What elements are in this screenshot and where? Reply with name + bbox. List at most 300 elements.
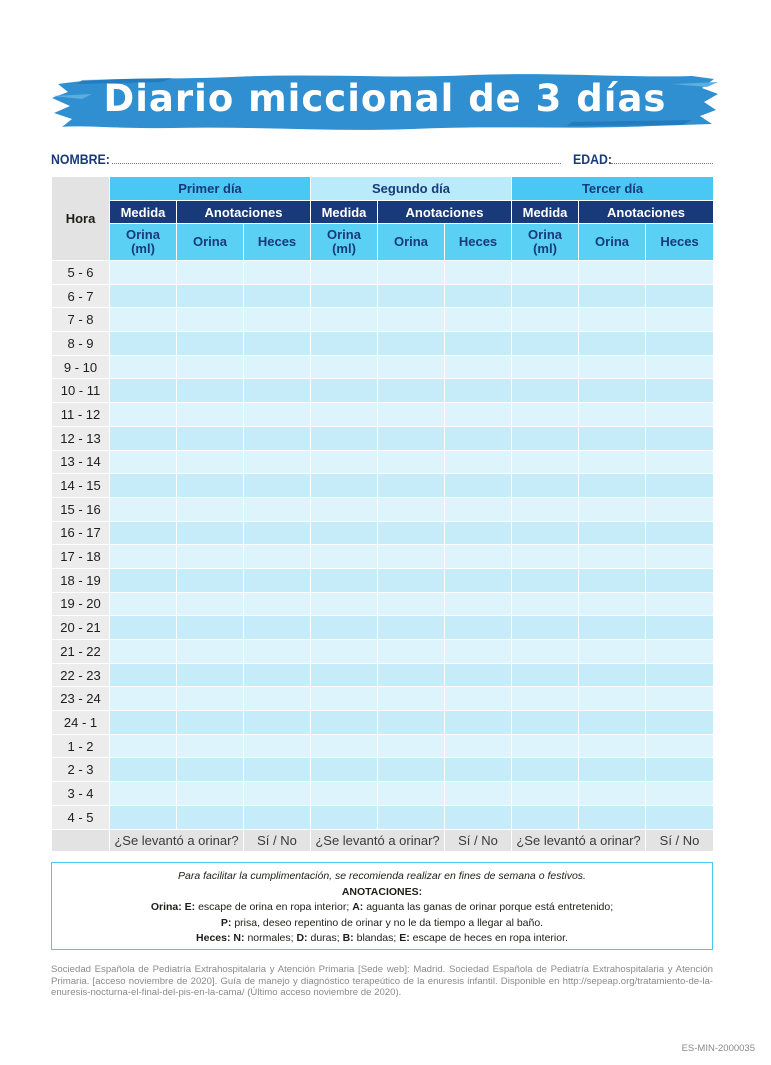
hour-label: 6 - 7: [52, 284, 110, 308]
entry-cell[interactable]: [512, 261, 579, 285]
entry-cell[interactable]: [110, 663, 177, 687]
entry-cell[interactable]: [445, 734, 512, 758]
entry-cell[interactable]: [244, 332, 311, 356]
entry-cell[interactable]: [512, 521, 579, 545]
entry-cell[interactable]: [378, 687, 445, 711]
entry-cell[interactable]: [579, 758, 646, 782]
entry-cell[interactable]: [646, 711, 714, 735]
entry-cell[interactable]: [244, 545, 311, 569]
day-header-2: Segundo día: [311, 177, 512, 201]
entry-cell[interactable]: [378, 568, 445, 592]
entry-cell[interactable]: [579, 474, 646, 498]
entry-cell[interactable]: [378, 355, 445, 379]
table-row: [52, 687, 714, 711]
entry-cell[interactable]: [378, 592, 445, 616]
entry-cell[interactable]: [177, 474, 244, 498]
entry-cell[interactable]: [579, 640, 646, 664]
entry-cell[interactable]: [512, 379, 579, 403]
entry-cell[interactable]: [110, 545, 177, 569]
entry-cell[interactable]: [445, 616, 512, 640]
entry-cell[interactable]: [445, 782, 512, 806]
hour-label: 14 - 15: [52, 474, 110, 498]
entry-cell[interactable]: [311, 284, 378, 308]
entry-cell[interactable]: [378, 379, 445, 403]
orina-header: Orina: [579, 224, 646, 261]
entry-cell[interactable]: [445, 379, 512, 403]
entry-cell[interactable]: [445, 403, 512, 427]
entry-cell[interactable]: [110, 403, 177, 427]
table-row: [52, 403, 714, 427]
entry-cell[interactable]: [244, 355, 311, 379]
orina-ml-header: [512, 224, 579, 261]
page-title: Diario miccional de 3 días: [103, 77, 667, 120]
entry-cell[interactable]: [110, 640, 177, 664]
notes-heading: ANOTACIONES:: [341, 885, 423, 898]
entry-cell[interactable]: [445, 545, 512, 569]
entry-cell[interactable]: [512, 355, 579, 379]
entry-cell[interactable]: [177, 782, 244, 806]
entry-cell[interactable]: [311, 616, 378, 640]
entry-cell[interactable]: [244, 450, 311, 474]
entry-cell[interactable]: [244, 379, 311, 403]
entry-cell[interactable]: [244, 474, 311, 498]
orina-label: Orina:: [150, 901, 182, 913]
orina-ml-line1: Orina: [528, 227, 562, 242]
entry-cell[interactable]: [311, 497, 378, 521]
table-row: [52, 592, 714, 616]
entry-cell[interactable]: [378, 711, 445, 735]
entry-cell[interactable]: [110, 308, 177, 332]
entry-cell[interactable]: [512, 640, 579, 664]
hour-label: 4 - 5: [52, 805, 110, 829]
heces-n-text: normales;: [247, 932, 294, 944]
levanto-question: ¿Se levantó a orinar?: [512, 829, 646, 851]
hour-label: 5 - 6: [52, 261, 110, 285]
entry-cell[interactable]: [512, 426, 579, 450]
hour-label: 3 - 4: [52, 782, 110, 806]
entry-cell[interactable]: [579, 355, 646, 379]
anotaciones-header: Anotaciones: [177, 201, 311, 224]
entry-cell[interactable]: [110, 284, 177, 308]
entry-cell[interactable]: [177, 568, 244, 592]
entry-cell[interactable]: [311, 782, 378, 806]
hour-label: 16 - 17: [52, 521, 110, 545]
entry-cell[interactable]: [646, 332, 714, 356]
entry-cell[interactable]: [244, 616, 311, 640]
entry-cell[interactable]: [177, 332, 244, 356]
entry-cell[interactable]: [177, 426, 244, 450]
entry-cell[interactable]: [579, 450, 646, 474]
orina-ml-line1: Orina: [327, 227, 361, 242]
entry-cell[interactable]: [177, 687, 244, 711]
entry-cell[interactable]: [110, 332, 177, 356]
entry-cell[interactable]: [646, 568, 714, 592]
entry-cell[interactable]: [311, 521, 378, 545]
table-row: [52, 734, 714, 758]
hora-header: Hora: [52, 177, 110, 261]
entry-cell[interactable]: [110, 426, 177, 450]
entry-cell[interactable]: [378, 261, 445, 285]
entry-cell[interactable]: [110, 687, 177, 711]
entry-cell[interactable]: [244, 284, 311, 308]
entry-cell[interactable]: [311, 758, 378, 782]
orina-a-key: A:: [352, 901, 364, 913]
entry-cell[interactable]: [445, 261, 512, 285]
heces-b-text: blandas;: [356, 932, 397, 944]
entry-cell[interactable]: [646, 379, 714, 403]
entry-cell[interactable]: [378, 758, 445, 782]
edad-label: EDAD:: [573, 151, 613, 167]
orina-e-key: E:: [184, 901, 196, 913]
entry-cell[interactable]: [579, 734, 646, 758]
entry-cell[interactable]: [579, 379, 646, 403]
entry-cell[interactable]: [646, 355, 714, 379]
nombre-label: NOMBRE:: [51, 151, 110, 167]
medida-header: Medida: [512, 201, 579, 224]
entry-cell[interactable]: [378, 616, 445, 640]
heces-header: Heces: [445, 224, 512, 261]
entry-cell[interactable]: [110, 616, 177, 640]
entry-cell[interactable]: [177, 711, 244, 735]
entry-cell[interactable]: [512, 711, 579, 735]
entry-cell[interactable]: [646, 545, 714, 569]
entry-cell[interactable]: [177, 261, 244, 285]
notes-orina-p-line: [52, 916, 712, 932]
table-row: [52, 521, 714, 545]
hour-rows: [52, 261, 714, 830]
entry-cell[interactable]: [177, 592, 244, 616]
entry-cell[interactable]: [579, 403, 646, 427]
table-row: [52, 805, 714, 829]
orina-e-text: escape de orina en ropa interior;: [198, 901, 350, 913]
entry-cell[interactable]: [512, 284, 579, 308]
entry-cell[interactable]: [646, 758, 714, 782]
entry-cell[interactable]: [311, 805, 378, 829]
entry-cell[interactable]: [579, 284, 646, 308]
entry-cell[interactable]: [244, 640, 311, 664]
heces-n-key: N:: [233, 932, 245, 944]
hour-label: 19 - 20: [52, 592, 110, 616]
entry-cell[interactable]: [579, 568, 646, 592]
entry-cell[interactable]: [378, 805, 445, 829]
entry-cell[interactable]: [512, 782, 579, 806]
entry-cell[interactable]: [177, 640, 244, 664]
table-row: [52, 663, 714, 687]
entry-cell[interactable]: [311, 426, 378, 450]
entry-cell[interactable]: [311, 355, 378, 379]
entry-cell[interactable]: [378, 521, 445, 545]
orina-ml-header: [110, 224, 177, 261]
heces-d-text: duras;: [310, 932, 340, 944]
si-no-answer[interactable]: Sí / No: [646, 829, 714, 851]
entry-cell[interactable]: [646, 734, 714, 758]
entry-cell[interactable]: [177, 805, 244, 829]
entry-cell[interactable]: [646, 497, 714, 521]
entry-cell[interactable]: [110, 261, 177, 285]
entry-cell[interactable]: [579, 782, 646, 806]
hour-label: 13 - 14: [52, 450, 110, 474]
entry-cell[interactable]: [110, 474, 177, 498]
entry-cell[interactable]: [110, 711, 177, 735]
entry-cell[interactable]: [244, 426, 311, 450]
entry-cell[interactable]: [445, 450, 512, 474]
si-no-answer[interactable]: Sí / No: [244, 829, 311, 851]
entry-cell[interactable]: [512, 403, 579, 427]
medida-header: Medida: [110, 201, 177, 224]
entry-cell[interactable]: [646, 450, 714, 474]
hour-label: 17 - 18: [52, 545, 110, 569]
entry-cell[interactable]: [512, 805, 579, 829]
entry-cell[interactable]: [311, 474, 378, 498]
entry-cell[interactable]: [512, 592, 579, 616]
edad-line[interactable]: [611, 163, 713, 164]
orina-ml-line1: Orina: [126, 227, 160, 242]
entry-cell[interactable]: [579, 332, 646, 356]
entry-cell[interactable]: [110, 782, 177, 806]
entry-cell[interactable]: [512, 663, 579, 687]
entry-cell[interactable]: [244, 663, 311, 687]
entry-cell[interactable]: [378, 403, 445, 427]
entry-cell[interactable]: [311, 545, 378, 569]
notes-intro: Para facilitar la cumplimentación, se recomienda realizar en fines de semana o festivos.: [178, 870, 586, 882]
entry-cell[interactable]: [512, 308, 579, 332]
entry-cell[interactable]: [512, 450, 579, 474]
entry-cell[interactable]: [110, 592, 177, 616]
entry-cell[interactable]: [445, 308, 512, 332]
entry-cell[interactable]: [311, 450, 378, 474]
entry-cell[interactable]: [579, 592, 646, 616]
entry-cell[interactable]: [110, 497, 177, 521]
entry-cell[interactable]: [579, 616, 646, 640]
entry-cell[interactable]: [445, 568, 512, 592]
entry-cell[interactable]: [378, 782, 445, 806]
entry-cell[interactable]: [579, 497, 646, 521]
entry-cell[interactable]: [311, 332, 378, 356]
entry-cell[interactable]: [512, 474, 579, 498]
entry-cell[interactable]: [110, 379, 177, 403]
entry-cell[interactable]: [177, 734, 244, 758]
entry-cell[interactable]: [646, 687, 714, 711]
entry-cell[interactable]: [244, 497, 311, 521]
entry-cell[interactable]: [177, 308, 244, 332]
entry-cell[interactable]: [579, 521, 646, 545]
entry-cell[interactable]: [244, 403, 311, 427]
entry-cell[interactable]: [378, 450, 445, 474]
entry-cell[interactable]: [445, 592, 512, 616]
entry-cell[interactable]: [512, 758, 579, 782]
heces-b-key: B:: [342, 932, 354, 944]
entry-cell[interactable]: [244, 711, 311, 735]
entry-cell[interactable]: [311, 592, 378, 616]
nombre-line[interactable]: [112, 163, 561, 164]
entry-cell[interactable]: [244, 805, 311, 829]
entry-cell[interactable]: [378, 734, 445, 758]
notes-orina-line: [52, 900, 712, 916]
entry-cell[interactable]: [177, 616, 244, 640]
entry-cell[interactable]: [378, 308, 445, 332]
anotaciones-header: Anotaciones: [579, 201, 714, 224]
orina-ml-line2: (ml): [332, 241, 356, 256]
hour-label: 10 - 11: [52, 379, 110, 403]
entry-cell[interactable]: [244, 782, 311, 806]
nombre-field[interactable]: [51, 147, 561, 167]
hour-label: 1 - 2: [52, 734, 110, 758]
entry-cell[interactable]: [646, 261, 714, 285]
entry-cell[interactable]: [311, 711, 378, 735]
entry-cell[interactable]: [646, 805, 714, 829]
entry-cell[interactable]: [646, 284, 714, 308]
entry-cell[interactable]: [646, 782, 714, 806]
entry-cell[interactable]: [110, 805, 177, 829]
entry-cell[interactable]: [110, 758, 177, 782]
entry-cell[interactable]: [378, 545, 445, 569]
entry-cell[interactable]: [512, 332, 579, 356]
entry-cell[interactable]: [311, 308, 378, 332]
hour-label: 24 - 1: [52, 711, 110, 735]
entry-cell[interactable]: [177, 403, 244, 427]
entry-cell[interactable]: [512, 497, 579, 521]
entry-cell[interactable]: [445, 426, 512, 450]
entry-cell[interactable]: [311, 663, 378, 687]
heces-header: Heces: [244, 224, 311, 261]
entry-cell[interactable]: [177, 379, 244, 403]
entry-cell[interactable]: [110, 355, 177, 379]
entry-cell[interactable]: [646, 592, 714, 616]
entry-cell[interactable]: [378, 284, 445, 308]
entry-cell[interactable]: [646, 426, 714, 450]
entry-cell[interactable]: [579, 308, 646, 332]
hour-label: 23 - 24: [52, 687, 110, 711]
orina-p-text: prisa, deseo repentino de orinar y no le da tiempo a llegar al baño.: [234, 916, 544, 929]
entry-cell[interactable]: [110, 568, 177, 592]
entry-cell[interactable]: [177, 284, 244, 308]
entry-cell[interactable]: [311, 261, 378, 285]
table-row: [52, 616, 714, 640]
entry-cell[interactable]: [445, 521, 512, 545]
entry-cell[interactable]: [646, 308, 714, 332]
entry-cell[interactable]: [445, 805, 512, 829]
entry-cell[interactable]: [244, 734, 311, 758]
reference-text: Sociedad Española de Pediatría Extrahospitalaria y Atención Primaria [Sede web]: Madrid. Sociedad Española de Pediatría Extrahospitalaria y Atención Primaria. [acceso noviembre de 2020]. Guía de manejo y diagnóstico terapeútico de la enuresis infantil. Disponible en http://sepeap.org/tratamiento-de-la-enuresis-nocturna-el-final-del-pis-en-la-cama/ (Último acceso noviembre de 2020).: [51, 964, 713, 998]
entry-cell[interactable]: [646, 640, 714, 664]
entry-cell[interactable]: [177, 355, 244, 379]
entry-cell[interactable]: [110, 734, 177, 758]
entry-cell[interactable]: [445, 332, 512, 356]
entry-cell[interactable]: [244, 687, 311, 711]
entry-cell[interactable]: [512, 687, 579, 711]
entry-cell[interactable]: [512, 616, 579, 640]
si-no-answer[interactable]: Sí / No: [445, 829, 512, 851]
entry-cell[interactable]: [579, 687, 646, 711]
entry-cell[interactable]: [445, 687, 512, 711]
entry-cell[interactable]: [311, 379, 378, 403]
entry-cell[interactable]: [646, 403, 714, 427]
orina-p-key: P:: [220, 916, 232, 929]
entry-cell[interactable]: [378, 426, 445, 450]
entry-cell[interactable]: [177, 663, 244, 687]
table-row: [52, 332, 714, 356]
hour-label: 7 - 8: [52, 308, 110, 332]
entry-cell[interactable]: [579, 711, 646, 735]
orina-ml-line2: (ml): [533, 241, 557, 256]
entry-cell[interactable]: [311, 640, 378, 664]
entry-cell[interactable]: [378, 640, 445, 664]
entry-cell[interactable]: [177, 521, 244, 545]
entry-cell[interactable]: [378, 474, 445, 498]
entry-cell[interactable]: [311, 568, 378, 592]
entry-cell[interactable]: [579, 805, 646, 829]
table-row: [52, 450, 714, 474]
entry-cell[interactable]: [177, 497, 244, 521]
entry-cell[interactable]: [244, 758, 311, 782]
entry-cell[interactable]: [244, 568, 311, 592]
entry-cell[interactable]: [512, 545, 579, 569]
entry-cell[interactable]: [445, 284, 512, 308]
table-row: [52, 711, 714, 735]
entry-cell[interactable]: [311, 403, 378, 427]
entry-cell[interactable]: [445, 474, 512, 498]
document-code: ES-MIN-2000035: [681, 1043, 755, 1054]
entry-cell[interactable]: [244, 308, 311, 332]
entry-cell[interactable]: [244, 521, 311, 545]
table-row: [52, 497, 714, 521]
entry-cell[interactable]: [646, 616, 714, 640]
entry-cell[interactable]: [445, 355, 512, 379]
entry-cell[interactable]: [378, 663, 445, 687]
entry-cell[interactable]: [579, 663, 646, 687]
entry-cell[interactable]: [177, 450, 244, 474]
entry-cell[interactable]: [445, 497, 512, 521]
entry-cell[interactable]: [110, 450, 177, 474]
entry-cell[interactable]: [378, 497, 445, 521]
heces-header: Heces: [646, 224, 714, 261]
entry-cell[interactable]: [244, 261, 311, 285]
heces-label: Heces:: [196, 932, 231, 944]
edad-field[interactable]: [573, 147, 713, 167]
entry-cell[interactable]: [378, 332, 445, 356]
orina-a-text: aguanta las ganas de orinar porque está entretenido;: [366, 901, 614, 913]
orina-ml-header: [311, 224, 378, 261]
entry-cell[interactable]: [445, 711, 512, 735]
entry-cell[interactable]: [110, 521, 177, 545]
entry-cell[interactable]: [646, 474, 714, 498]
entry-cell[interactable]: [244, 592, 311, 616]
heces-e-text: escape de heces en ropa interior.: [412, 932, 568, 944]
entry-cell[interactable]: [512, 734, 579, 758]
entry-cell[interactable]: [512, 568, 579, 592]
entry-cell[interactable]: [311, 687, 378, 711]
entry-cell[interactable]: [646, 663, 714, 687]
entry-cell[interactable]: [177, 545, 244, 569]
entry-cell[interactable]: [445, 663, 512, 687]
diary-table: [51, 176, 714, 852]
table-row: [52, 568, 714, 592]
heces-d-key: D:: [296, 932, 308, 944]
entry-cell[interactable]: [311, 734, 378, 758]
entry-cell[interactable]: [579, 545, 646, 569]
entry-cell[interactable]: [177, 758, 244, 782]
entry-cell[interactable]: [646, 521, 714, 545]
hour-label: 11 - 12: [52, 403, 110, 427]
heces-e-key: E:: [399, 932, 410, 944]
entry-cell[interactable]: [579, 426, 646, 450]
entry-cell[interactable]: [579, 261, 646, 285]
notes-heces-line: [52, 931, 712, 947]
entry-cell[interactable]: [445, 640, 512, 664]
title-banner: [52, 70, 718, 132]
entry-cell[interactable]: [445, 758, 512, 782]
table-row: [52, 261, 714, 285]
